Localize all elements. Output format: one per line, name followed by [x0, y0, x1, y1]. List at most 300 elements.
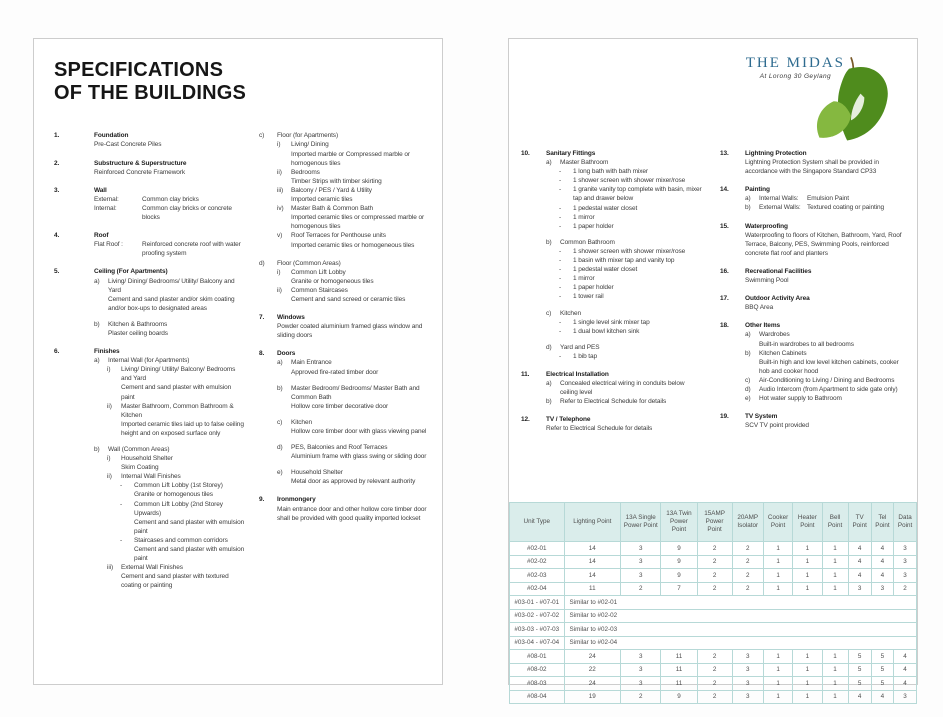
spec-row-text: Kitchen Cabinets	[759, 349, 807, 357]
value-cell: 3	[848, 582, 871, 596]
spec-row-prefix	[277, 277, 291, 286]
spec-item-header	[54, 131, 246, 140]
spec-item-body	[521, 424, 703, 433]
spec-row-prefix: d)	[277, 444, 283, 452]
table-row	[510, 596, 917, 610]
spec-row	[546, 379, 703, 397]
table-row	[510, 690, 917, 704]
spec-row-text: Common clay bricks	[142, 195, 199, 203]
spec-item-number: 12.	[521, 416, 530, 424]
spec-row	[94, 356, 246, 365]
spec-item-title: Roof	[94, 232, 109, 240]
spec-row-prefix: ii)	[277, 168, 282, 176]
spec-row-text: Living/ Dining	[291, 141, 329, 149]
spec-item	[259, 495, 428, 522]
spec-item-title: Outdoor Activity Area	[745, 295, 810, 303]
spec-item-title: Other Items	[745, 322, 781, 330]
spec-item	[54, 231, 246, 258]
value-cell: 1	[822, 569, 848, 583]
spec-row-text: Hollow core timber door with glass viewing panel	[291, 428, 427, 435]
spec-row-prefix: -	[559, 266, 562, 274]
spec-row-prefix	[277, 295, 291, 304]
spec-row	[94, 463, 246, 472]
value-cell: 3	[621, 677, 661, 691]
value-cell: 4	[871, 555, 893, 569]
spec-row-text: Yard and PES	[560, 343, 600, 351]
spec-row	[277, 358, 428, 367]
value-cell: 5	[848, 663, 871, 677]
spec-row	[277, 418, 428, 427]
column-header: Data Point	[894, 503, 917, 542]
spec-row-prefix: -	[559, 327, 562, 335]
value-cell: 1	[793, 542, 822, 556]
column-header: 20AMP Isolator	[732, 503, 763, 542]
similar-cell: Similar to #02-02	[564, 609, 916, 623]
spec-row	[546, 247, 703, 256]
value-cell: 3	[894, 690, 917, 704]
spec-row-prefix: -	[559, 168, 562, 176]
spec-row	[94, 295, 246, 313]
spec-item	[521, 415, 703, 433]
value-cell: 3	[621, 542, 661, 556]
spec-row-label: Internal:	[94, 204, 117, 212]
column-header: 15AMP Power Point	[697, 503, 732, 542]
spec-row-prefix: c)	[277, 418, 283, 426]
spec-row-prefix: iv)	[277, 205, 284, 213]
spec-item-body	[54, 140, 246, 149]
spec-item-number: 4.	[54, 232, 60, 240]
spec-item-number: 7.	[259, 314, 265, 322]
spec-row	[94, 545, 246, 563]
page-title-line1: SPECIFICATIONS	[54, 59, 224, 81]
spec-row-prefix: -	[559, 186, 562, 194]
spec-item-title: TV / Telephone	[546, 416, 591, 424]
spec-row-prefix: ii)	[277, 286, 282, 294]
spec-column-4	[720, 149, 903, 502]
spec-row-text: Imported ceramic tiles or compressed marble or homogenous tiles	[291, 214, 425, 231]
spec-item-title: Floor (for Apartments)	[277, 132, 339, 140]
spec-row-prefix	[277, 241, 291, 250]
spec-row	[745, 340, 903, 349]
spec-item-header	[54, 267, 246, 276]
spec-row-prefix: a)	[277, 359, 283, 367]
spec-row-prefix	[745, 340, 759, 349]
spec-row-text: Lightning Protection System shall be provided in accordance with the Singapore Standard CP33	[745, 159, 879, 176]
spec-row-text: Granite or homogenous tiles	[134, 491, 213, 499]
spec-row	[546, 265, 703, 274]
spec-row-label: Internal Walls:	[759, 195, 799, 203]
value-cell: 2	[697, 663, 732, 677]
spec-item	[521, 149, 703, 361]
spec-item-header	[720, 412, 903, 421]
spec-row-prefix	[120, 545, 134, 563]
spec-item-header	[259, 313, 428, 322]
spec-row	[745, 231, 903, 258]
spec-item	[54, 159, 246, 177]
spec-item-number: 3.	[54, 186, 60, 194]
value-cell: 1	[793, 582, 822, 596]
spec-item-header	[54, 186, 246, 195]
spec-row-prefix: -	[120, 536, 123, 544]
value-cell: 4	[848, 542, 871, 556]
unit-type-cell: #03-01 - #07-01	[510, 596, 565, 610]
similar-cell: Similar to #02-03	[564, 623, 916, 637]
value-cell: 3	[732, 663, 763, 677]
spec-row-label: Flat Roof :	[94, 241, 123, 249]
spec-row-prefix: d)	[745, 385, 751, 393]
value-cell: 1	[822, 677, 848, 691]
value-cell: 1	[763, 663, 792, 677]
spec-row-prefix: c)	[745, 376, 751, 384]
left-page-columns	[54, 131, 428, 599]
unit-type-cell: #03-02 - #07-02	[510, 609, 565, 623]
spec-item-header	[259, 131, 428, 140]
spec-column-3	[521, 149, 703, 502]
spec-row	[277, 150, 428, 168]
spec-item-title: Doors	[277, 350, 296, 358]
spec-row-text: SCV TV point provided	[745, 422, 809, 430]
spec-item-number: 16.	[720, 267, 729, 275]
spec-row	[546, 176, 703, 185]
spec-row-text: Cement and sand plaster with emulsion paint	[134, 546, 245, 563]
spec-row	[277, 186, 428, 195]
column-header: 13A Single Power Point	[621, 503, 661, 542]
spec-item-header	[720, 185, 903, 194]
spec-row-text: Reinforced Concrete Framework	[94, 168, 186, 176]
spec-item	[259, 313, 428, 340]
spec-item-body	[521, 158, 703, 361]
value-cell: 3	[894, 569, 917, 583]
spec-item-title: Lightning Protection	[745, 150, 807, 157]
spec-row-prefix: i)	[107, 455, 111, 463]
value-cell: 2	[697, 677, 732, 691]
spec-item-title: Sanitary Fittings	[546, 150, 596, 157]
spec-item-title: Wall	[94, 186, 107, 194]
spec-row	[94, 445, 246, 454]
value-cell: 5	[871, 663, 893, 677]
value-cell: 3	[621, 650, 661, 664]
value-cell: 3	[732, 677, 763, 691]
brand-name: THE MIDAS	[745, 55, 845, 71]
table-body	[510, 542, 917, 704]
spec-row-text: 1 tower rail	[573, 293, 604, 301]
spec-row-text: Textured coating or painting	[807, 204, 885, 212]
spec-column-1	[54, 131, 246, 599]
spec-item-body	[54, 195, 246, 222]
spec-row-label: External Walls:	[759, 204, 801, 212]
spec-item-body	[259, 358, 428, 486]
spec-row-prefix: a)	[94, 277, 100, 285]
spec-item-title: Finishes	[94, 348, 120, 356]
spec-row	[94, 195, 246, 204]
spec-row	[745, 158, 903, 176]
spec-row-prefix: b)	[546, 238, 552, 246]
column-header: Lighting Point	[564, 503, 621, 542]
spec-item-number: 19.	[720, 413, 729, 421]
table-row	[510, 636, 917, 650]
spec-row-text: Imported ceramic tiles	[291, 196, 353, 204]
spec-row	[277, 468, 428, 477]
spec-row	[745, 349, 903, 358]
value-cell: 24	[564, 650, 621, 664]
spec-row-prefix: i)	[277, 268, 281, 276]
spec-item	[259, 259, 428, 304]
table-row	[510, 542, 917, 556]
spec-row	[745, 376, 903, 385]
spec-row	[277, 168, 428, 177]
spec-row-text: Aluminium frame with glass swing or sliding door	[291, 453, 427, 461]
spec-row-text: Powder coated aluminium framed glass window and sliding doors	[277, 323, 423, 340]
spec-item-header	[54, 347, 246, 356]
column-header: Heater Point	[793, 503, 822, 542]
spec-row-prefix: ii)	[107, 402, 112, 410]
value-cell: 1	[822, 555, 848, 569]
spec-item-body	[720, 231, 903, 258]
spec-item-title: Waterproofing	[745, 222, 788, 230]
value-cell: 1	[822, 542, 848, 556]
value-cell: 2	[732, 569, 763, 583]
spec-row-text: Internal Wall Finishes	[121, 473, 181, 481]
value-cell: 1	[793, 690, 822, 704]
spec-item	[54, 186, 246, 222]
spec-row-text: Common Lift Lobby (1st Storey)	[134, 482, 223, 490]
spec-row	[94, 481, 246, 490]
spec-row-prefix: a)	[745, 331, 751, 339]
spec-row-text: Wall (Common Areas)	[108, 446, 170, 453]
spec-item-number: d)	[259, 259, 265, 267]
value-cell: 3	[732, 650, 763, 664]
value-cell: 24	[564, 677, 621, 691]
spec-row-text: Pre-Cast Concrete Piles	[94, 141, 162, 149]
spec-row	[546, 167, 703, 176]
spec-row	[546, 352, 703, 361]
spec-row-prefix: -	[559, 177, 562, 185]
table-header-row	[510, 503, 917, 542]
spec-row-prefix: c)	[546, 309, 552, 317]
table-row	[510, 650, 917, 664]
table-row	[510, 569, 917, 583]
spec-row	[546, 158, 703, 167]
spec-row-text: Built-in high and low level kitchen cabinets, cooker hob and cooker hood	[759, 358, 899, 375]
spec-row-text: 1 shower screen with shower mixer/rose	[573, 177, 686, 185]
spec-row-text: 1 dual bowl kitchen sink	[573, 327, 640, 335]
spec-item	[720, 149, 903, 176]
spec-item-header	[521, 415, 703, 424]
spec-row-prefix: a)	[94, 357, 100, 365]
spec-item-number: 1.	[54, 132, 60, 140]
spec-row-text: Cement and sand plaster with textured coating or painting	[121, 573, 229, 590]
value-cell: 4	[871, 542, 893, 556]
spec-row	[745, 194, 903, 203]
spec-row	[277, 231, 428, 240]
spec-row	[94, 383, 246, 401]
spec-item-title: TV System	[745, 413, 778, 421]
spec-row-prefix: e)	[277, 469, 283, 477]
spec-item	[720, 222, 903, 258]
spec-item-body	[259, 140, 428, 249]
spec-row-text: Granite or homogeneous tiles	[291, 277, 374, 285]
value-cell: 14	[564, 569, 621, 583]
spec-row-text: Household Shelter	[121, 455, 173, 463]
spec-item-number: 10.	[521, 150, 530, 157]
spec-row-text: 1 basin with mixer tap and vanity top	[573, 257, 675, 265]
spec-row-text: 1 mirror	[573, 213, 595, 221]
unit-type-cell: #08-04	[510, 690, 565, 704]
spec-row-text: Skim Coating	[121, 464, 159, 472]
spec-item-number: 2.	[54, 159, 60, 167]
value-cell: 5	[848, 650, 871, 664]
spec-item-title: Ironmongery	[277, 496, 316, 504]
spec-row-text: Cement and sand screed or ceramic tiles	[291, 295, 406, 303]
value-cell: 2	[697, 555, 732, 569]
value-cell: 4	[848, 555, 871, 569]
spec-row-text: Imported ceramic tiles laid up to false ceiling height and on exposed surface only	[121, 420, 244, 437]
spec-item-number: 8.	[259, 350, 265, 358]
spec-item-title: Foundation	[94, 132, 129, 140]
spec-row	[94, 240, 246, 258]
spec-item	[54, 131, 246, 149]
column-header: Cooker Point	[763, 503, 792, 542]
value-cell: 2	[621, 690, 661, 704]
value-cell: 7	[661, 582, 697, 596]
spec-row-text: Master Bathroom, Common Bathroom & Kitchen	[121, 402, 234, 419]
value-cell: 4	[894, 663, 917, 677]
spec-item-title: Recreational Facilities	[745, 267, 812, 275]
spec-row	[546, 222, 703, 231]
spec-row-text: Cement and sand plaster and/or skim coating and/or box-ups to designated areas	[108, 295, 235, 312]
spec-row-text: Metal door as approved by relevant authority	[291, 478, 416, 486]
spec-row-label: External:	[94, 195, 119, 203]
brand-tagline: At Lorong 30 Geylang	[759, 73, 831, 80]
value-cell: 1	[793, 663, 822, 677]
spec-item-title: Ceiling (For Apartments)	[94, 268, 168, 276]
spec-row	[745, 203, 903, 212]
left-page	[33, 38, 443, 685]
value-cell: 3	[871, 582, 893, 596]
spec-row-prefix: b)	[745, 349, 751, 357]
spec-row-text: Hollow core timber decorative door	[291, 402, 389, 410]
spec-item	[259, 349, 428, 486]
spec-row	[277, 177, 428, 186]
spec-row	[745, 421, 903, 430]
spec-row-text: Internal Wall (for Apartments)	[108, 357, 190, 365]
value-cell: 1	[763, 555, 792, 569]
spec-row	[277, 241, 428, 250]
value-cell: 3	[732, 690, 763, 704]
spec-row-prefix: b)	[277, 384, 283, 392]
spec-row-text: Living/ Dining/ Bedrooms/ Utility/ Balcony and Yard	[108, 277, 235, 294]
spec-item-header	[259, 349, 428, 358]
spec-row-text: Main entrance door and other hollow core timber door shall be provided with good quality imported lockset	[277, 505, 427, 522]
spec-row-text: BBQ Area	[745, 304, 774, 312]
spec-item-number: 14.	[720, 186, 729, 194]
spec-item-body	[54, 356, 246, 590]
spec-row-text: Kitchen & Bathrooms	[108, 320, 168, 328]
spec-item	[54, 267, 246, 338]
spec-row-prefix	[277, 427, 291, 436]
spec-item	[521, 370, 703, 406]
value-cell: 1	[793, 650, 822, 664]
spec-row	[745, 385, 903, 394]
unit-type-cell: #03-03 - #07-03	[510, 623, 565, 637]
spec-row-text: Audio Intercom (from Apartment to side gate only)	[759, 385, 898, 393]
spec-row-prefix	[120, 490, 134, 499]
value-cell: 2	[621, 582, 661, 596]
spec-item-body	[259, 322, 428, 340]
spec-row-text: 1 long bath with bath mixer	[573, 168, 648, 176]
value-cell: 5	[871, 677, 893, 691]
spec-row-prefix	[94, 329, 108, 338]
spec-row	[277, 277, 428, 286]
spec-row-prefix	[277, 452, 291, 461]
spec-row-text: Emulsion Paint	[807, 195, 849, 203]
value-cell: 4	[871, 690, 893, 704]
spec-row	[277, 195, 428, 204]
spec-row	[546, 397, 703, 406]
spec-item-header	[259, 259, 428, 268]
spec-item-header	[54, 231, 246, 240]
spec-row-text: Living/ Dining/ Utility/ Balcony/ Bedrooms and Yard	[121, 366, 236, 383]
spec-row-text: Common Staircases	[291, 286, 348, 294]
value-cell: 3	[621, 663, 661, 677]
spec-row-prefix	[107, 383, 121, 401]
value-cell: 2	[732, 582, 763, 596]
spec-row-text: Waterproofing to floors of Kitchen, Bathroom, Yard, Roof Terrace, Balcony, PES, Swimming Pools, reinforced concrete flat roof and planters	[745, 231, 902, 257]
value-cell: 5	[871, 650, 893, 664]
column-header: 13A Twin Power Point	[661, 503, 697, 542]
spec-row-text: Refer to Electrical Schedule for details	[560, 398, 667, 406]
value-cell: 1	[763, 677, 792, 691]
spec-row	[94, 500, 246, 518]
spec-item-number: 15.	[720, 222, 729, 230]
spec-column-2	[259, 131, 428, 599]
spec-row	[546, 318, 703, 327]
spec-row-prefix: i)	[107, 366, 111, 374]
spec-row-text: Main Entrance	[291, 359, 332, 367]
spec-row-prefix	[277, 150, 291, 168]
spec-row-text: Roof Terraces for Penthouse units	[291, 232, 386, 240]
spec-item-number: 11.	[521, 370, 530, 378]
spec-row-prefix: e)	[745, 395, 751, 403]
spec-item	[720, 267, 903, 285]
spec-item-header	[521, 149, 703, 158]
spec-row-prefix: ii)	[107, 473, 112, 481]
spec-row-text: Built-in wardrobes to all bedrooms	[759, 340, 854, 348]
spec-row-text: Kitchen	[560, 309, 581, 317]
spec-row-text: 1 pedestal water closet	[573, 266, 638, 274]
spec-row	[546, 424, 703, 433]
spec-item-header	[54, 159, 246, 168]
spec-item-title: Windows	[277, 314, 305, 322]
spec-item-number: 13.	[720, 150, 729, 157]
value-cell: 11	[564, 582, 621, 596]
spec-item-header	[720, 321, 903, 330]
value-cell: 1	[793, 677, 822, 691]
spec-row-prefix: b)	[94, 446, 100, 453]
spec-row-text: Hot water supply to Bathroom	[759, 395, 842, 403]
value-cell: 1	[763, 650, 792, 664]
spec-row-prefix: -	[559, 293, 562, 301]
value-cell: 3	[894, 542, 917, 556]
table-row	[510, 677, 917, 691]
spec-row-text: Common Lift Lobby	[291, 268, 346, 276]
spec-row	[277, 452, 428, 461]
spec-row	[546, 185, 703, 203]
spec-row	[277, 384, 428, 402]
spec-row	[94, 365, 246, 383]
spec-item-header	[720, 222, 903, 231]
spec-row	[94, 563, 246, 572]
